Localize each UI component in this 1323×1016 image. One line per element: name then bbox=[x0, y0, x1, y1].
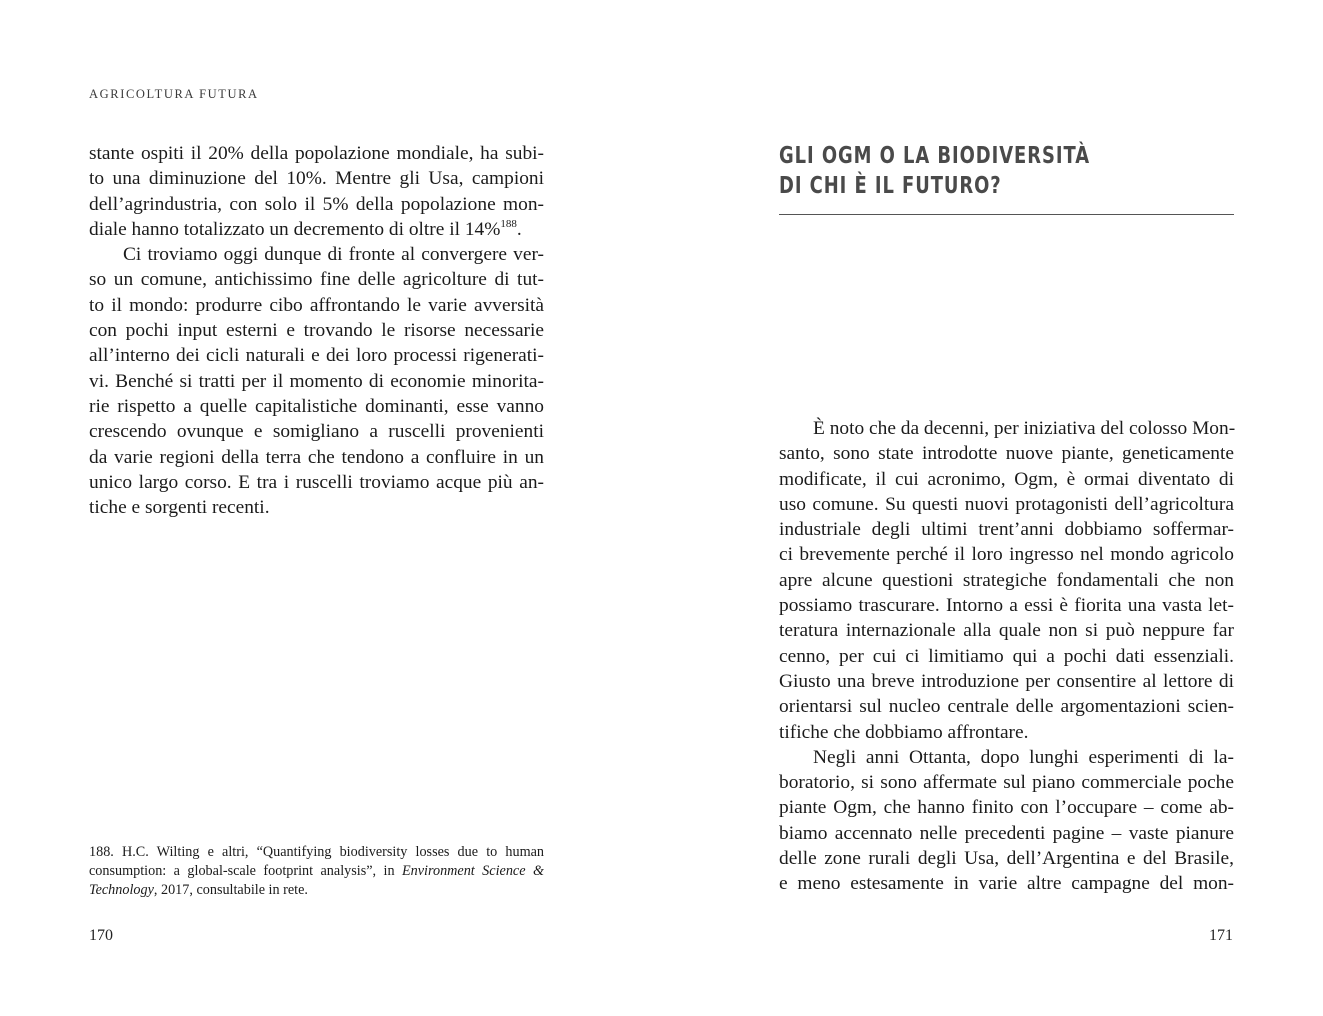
text-line: cenno, per cui ci limitiamo qui a pochi dati essenziali. bbox=[779, 645, 1234, 667]
text-line: tiche e sorgenti recenti. bbox=[89, 497, 270, 519]
text-line: da varie regioni della terra che tendono a confluire in un bbox=[89, 446, 544, 468]
left-page bbox=[0, 0, 661, 1016]
text-line: industriale degli ultimi trent’anni dobbiamo soffermar- bbox=[779, 519, 1234, 541]
text-line: delle zone rurali degli Usa, dell’Argentina e del Brasile, bbox=[779, 848, 1234, 870]
text-line: biamo accennato nelle precedenti pagine – vaste pianure bbox=[779, 822, 1234, 844]
journal-title: Environment Science & bbox=[401, 863, 544, 879]
text-line: boratorio, si sono affermate sul piano commerciale poche bbox=[779, 772, 1234, 794]
page-number: 171 bbox=[1209, 927, 1233, 944]
text-line: È noto che da decenni, per iniziativa del colosso Mon- bbox=[813, 418, 1236, 439]
text-line: rie rispetto a quelle capitalistiche dominanti, esse vanno bbox=[89, 395, 544, 417]
text-line: Giusto una breve introduzione per consentire al lettore di bbox=[779, 670, 1234, 692]
text-line: e meno estesamente in varie altre campagne del mon- bbox=[779, 873, 1234, 895]
text-line: dell’agrindustria, con solo il 5% della popolazione mon- bbox=[89, 193, 544, 215]
footnote-line bbox=[89, 881, 544, 900]
text-line: apre alcune questioni strategiche fondamentali che non bbox=[779, 569, 1234, 591]
text-line: santo, sono state introdotte nuove piante, geneticamente bbox=[779, 443, 1234, 465]
text-line: orientarsi sul nucleo centrale delle argomentazioni scien- bbox=[779, 696, 1234, 718]
text-fragment: diale hanno totalizzato un decremento di oltre il 14% bbox=[89, 218, 501, 240]
text-line: stante ospiti il 20% della popolazione mondiale, ha subi- bbox=[89, 143, 544, 164]
footnote-line: 188. H.C. Wilting e altri, “Quantifying biodiversity losses due to human bbox=[89, 844, 544, 860]
text-line: so un comune, antichissimo fine delle agricolture di tut- bbox=[89, 269, 544, 291]
right-page bbox=[662, 0, 1323, 1016]
footnote-line bbox=[89, 862, 544, 881]
footnote-188 bbox=[89, 843, 544, 900]
journal-title: Technology bbox=[89, 882, 154, 898]
punctuation: . bbox=[516, 218, 522, 240]
text-line: Ci troviamo oggi dunque di fronte al convergere ver- bbox=[123, 244, 544, 266]
paragraph bbox=[779, 745, 1234, 897]
text-line: Negli anni Ottanta, dopo lunghi esperimenti di la- bbox=[813, 746, 1234, 768]
paragraph bbox=[89, 242, 544, 520]
paragraph bbox=[779, 416, 1234, 745]
left-body-text bbox=[89, 141, 544, 520]
text-line: tifiche che dobbiamo affrontare. bbox=[779, 721, 1029, 743]
chapter-title bbox=[779, 141, 1134, 201]
footnote-text: , 2017, consultabile in rete. bbox=[153, 882, 308, 898]
chapter-divider bbox=[779, 214, 1234, 215]
footnote-text: consumption: a global-scale footprint analysis”, in bbox=[89, 863, 402, 879]
footnote-reference[interactable]: 188 bbox=[500, 217, 517, 230]
text-line: ci brevemente perché il loro ingresso nel mondo agricolo bbox=[779, 544, 1234, 566]
text-line: to il mondo: produrre cibo affrontando le varie avversità bbox=[89, 294, 544, 316]
text-line: all’interno dei cicli naturali e dei loro processi rigenerati- bbox=[89, 345, 544, 367]
text-line: crescendo ovunque e somigliano a ruscelli provenienti bbox=[89, 421, 544, 443]
text-line: piante Ogm, che hanno finito con l’occupare – come ab- bbox=[779, 797, 1234, 819]
text-line: teratura internazionale alla quale non si può neppure far bbox=[779, 620, 1234, 642]
paragraph-continued bbox=[89, 141, 544, 242]
running-head-text: AGRICOLTURA FUTURA bbox=[89, 87, 259, 101]
text-line: to una diminuzione del 10%. Mentre gli Usa, campioni bbox=[89, 168, 544, 190]
running-head bbox=[89, 87, 259, 102]
right-body-text bbox=[779, 416, 1234, 897]
text-line: possiamo trascurare. Intorno a essi è fiorita una vasta let- bbox=[779, 595, 1234, 617]
text-line: vi. Benché si tratti per il momento di economie minorita- bbox=[89, 370, 544, 392]
chapter-title-line: GLI OGM O LA BIODIVERSITÀ bbox=[779, 143, 1091, 169]
text-line bbox=[89, 217, 544, 242]
text-line: unico largo corso. E tra i ruscelli troviamo acque più an- bbox=[89, 471, 544, 493]
text-line: uso comune. Su questi nuovi protagonisti dell’agricoltura bbox=[779, 493, 1234, 515]
page-number: 170 bbox=[89, 927, 113, 944]
text-line: modificate, il cui acronimo, Ogm, è ormai diventato di bbox=[779, 468, 1234, 490]
chapter-title-line: DI CHI È IL FUTURO? bbox=[779, 173, 1002, 199]
text-line: con pochi input esterni e trovando le risorse necessarie bbox=[89, 320, 544, 342]
